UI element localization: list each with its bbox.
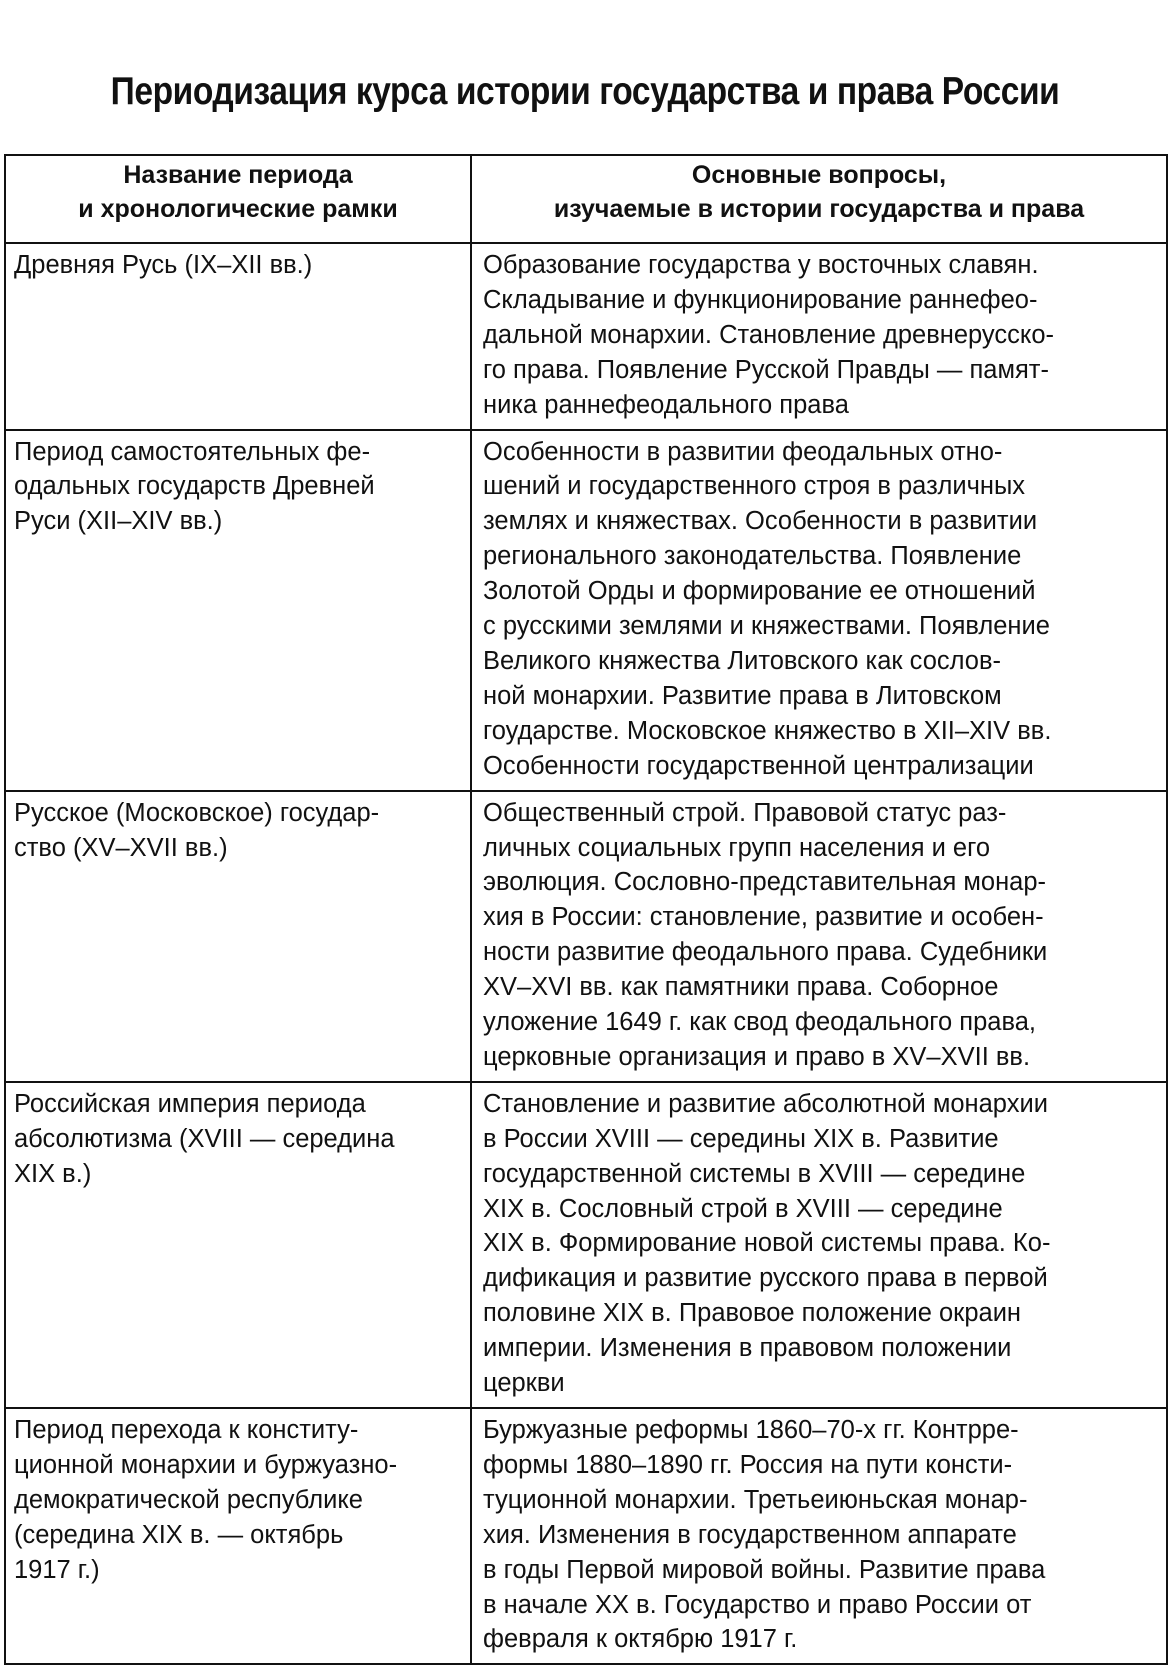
header-line: и хронологические рамки: [78, 195, 398, 223]
header-line: Основные вопросы,: [691, 161, 947, 189]
topics-cell: [471, 1408, 1167, 1664]
topics-line: государственной системы в XVIII — середине: [483, 1159, 1026, 1188]
column-header-topics: [471, 155, 1167, 243]
column-header-period: [5, 155, 471, 243]
topics-line: Общественный строй. Правовой статус раз-: [483, 798, 1007, 827]
topics-line: уложение 1649 г. как свод феодального права,: [483, 1008, 1036, 1037]
topics-line: XIX в. Сословный строй в XVIII — середине: [483, 1194, 1003, 1223]
topics-cell: [471, 430, 1167, 791]
topics-line: XIX в. Формирование новой системы права. Ко-: [483, 1229, 1051, 1258]
topics-line: Становление и развитие абсолютной монархии: [483, 1089, 1048, 1118]
period-line: ство (XV–XVII вв.): [14, 833, 228, 862]
topics-line: дификация и развитие русского права в первой: [483, 1264, 1048, 1293]
header-line: изучаемые в истории государства и права: [553, 195, 1085, 223]
period-line: 1917 г.): [14, 1555, 100, 1584]
period-line: одальных государств Древней: [14, 472, 375, 501]
topics-line: в России XVIII — середины XIX в. Развитие: [483, 1124, 999, 1153]
table-row: [5, 430, 1167, 791]
topics-line: февраля к октябрю 1917 г.: [483, 1625, 798, 1654]
table-header-row: [5, 155, 1167, 243]
topics-line: половине XIX в. Правовое положение окраин: [483, 1299, 1022, 1328]
topics-cell: [471, 791, 1167, 1082]
topics-line: в начале XX в. Государство и право России от: [483, 1590, 1032, 1619]
period-line: Период перехода к конститу-: [14, 1416, 359, 1444]
topics-line: Образование государства у восточных славян.: [483, 251, 1039, 279]
table-body: [5, 243, 1167, 1664]
table-row: [5, 1408, 1167, 1664]
period-line: Период самостоятельных фе-: [14, 437, 371, 466]
period-cell: [5, 243, 471, 430]
period-cell: [5, 430, 471, 791]
topics-line: Складывание и функционирование раннефео-: [483, 285, 1038, 314]
topics-line: Особенности в развитии феодальных отно-: [483, 437, 1003, 466]
topics-cell: [471, 1082, 1167, 1408]
topics-line: го права. Появление Русской Правды — памят-: [483, 355, 1049, 384]
topics-line: Великого княжества Литовского как сослов-: [483, 646, 1002, 675]
period-line: Руси (XII–XIV вв.): [14, 507, 223, 536]
period-line: ционной монархии и буржуазно-: [14, 1450, 398, 1479]
topics-line: шений и государственного строя в различных: [483, 472, 1026, 501]
topics-line: регионального законодательства. Появление: [483, 542, 1022, 571]
topics-line: Золотой Орды и формирование ее отношений: [483, 577, 1036, 606]
period-line: абсолютизма (XVIII — середина: [14, 1124, 395, 1153]
topics-line: церковные организация и право в XV–XVII вв.: [483, 1042, 1031, 1071]
topics-line: хия. Изменения в государственном аппарате: [483, 1520, 1017, 1549]
period-cell: [5, 1082, 471, 1408]
topics-line: личных социальных групп населения и его: [483, 833, 991, 862]
periodization-table: [4, 154, 1168, 1665]
topics-line: ника раннефеодального права: [483, 390, 849, 419]
topics-line: туционной монархии. Третьеиюньская монар-: [483, 1485, 1028, 1514]
period-line: (середина XIX в. — октябрь: [14, 1520, 344, 1549]
topics-line: с русскими землями и княжествами. Появление: [483, 612, 1050, 641]
topics-line: землях и княжествах. Особенности в развитии: [483, 507, 1038, 536]
topics-line: ной монархии. Развитие права в Литовском: [483, 681, 1002, 710]
topics-line: Особенности государственной централизации: [483, 751, 1034, 780]
topics-line: хия в России: становление, развитие и особен-: [483, 903, 1044, 932]
period-cell: [5, 1408, 471, 1664]
topics-line: церкви: [483, 1369, 565, 1398]
period-line: Русское (Московское) государ-: [14, 798, 380, 827]
table-row: [5, 243, 1167, 430]
period-cell: [5, 791, 471, 1082]
topics-line: гоударстве. Московское княжество в XII–XIV вв.: [483, 716, 1052, 745]
period-line: Российская империя периода: [14, 1089, 366, 1118]
table-row: [5, 791, 1167, 1082]
topics-line: империи. Изменения в правовом положении: [483, 1334, 1012, 1363]
topics-line: ности развитие феодального права. Судебники: [483, 938, 1048, 967]
period-line: демократической республике: [14, 1485, 363, 1514]
period-line: Древняя Русь (IX–XII вв.): [14, 251, 313, 279]
period-line: XIX в.): [14, 1159, 92, 1188]
topics-line: XV–XVI вв. как памятники права. Соборное: [483, 973, 999, 1002]
topics-line: Буржуазные реформы 1860–70-х гг. Контрре-: [483, 1416, 1019, 1444]
topics-line: в годы Первой мировой войны. Развитие права: [483, 1555, 1046, 1584]
table-row: [5, 1082, 1167, 1408]
topics-cell: [471, 243, 1167, 430]
topics-line: эволюция. Сословно-представительная монар-: [483, 868, 1047, 897]
page-title: Периодизация курса истории государства и права России: [110, 70, 1060, 113]
topics-line: дальной монархии. Становление древнерусско-: [483, 320, 1054, 349]
topics-line: формы 1880–1890 гг. Россия на пути консти-: [483, 1450, 1013, 1479]
header-line: Название периода: [123, 161, 353, 189]
